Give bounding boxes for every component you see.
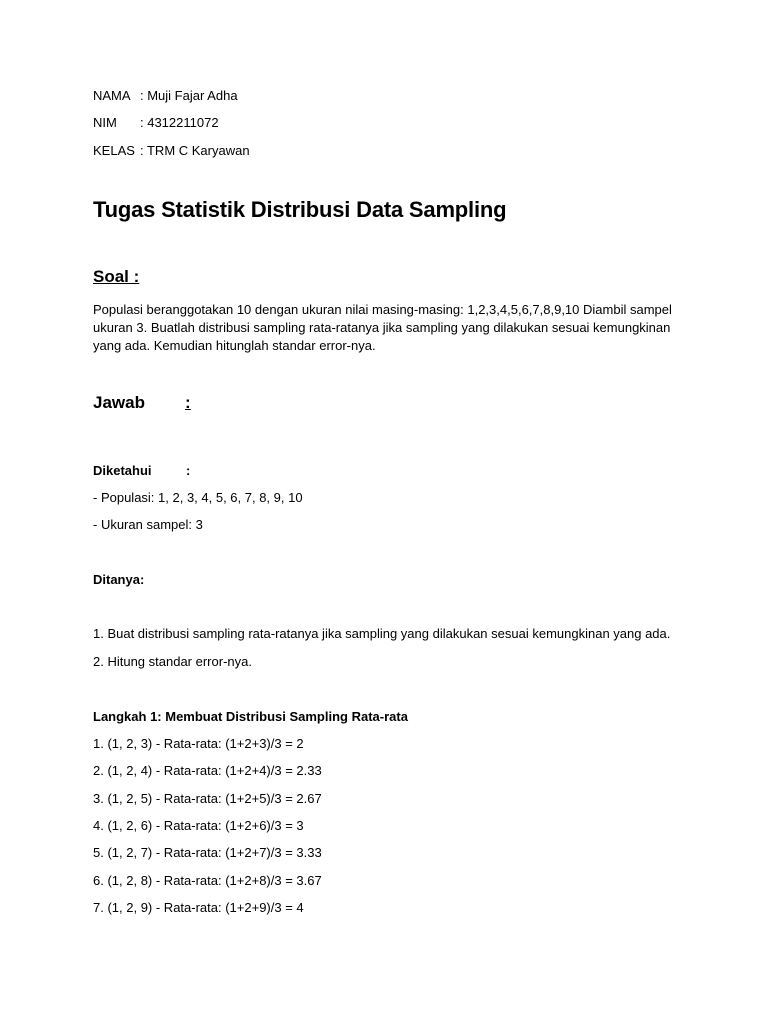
nama-label: NAMA bbox=[93, 88, 131, 103]
ditanya-heading: Ditanya: bbox=[93, 572, 145, 587]
diketahui-item: - Populasi: 1, 2, 3, 4, 5, 6, 7, 8, 9, 10 bbox=[93, 490, 303, 505]
langkah1-item: 7. (1, 2, 9) - Rata-rata: (1+2+9)/3 = 4 bbox=[93, 900, 304, 915]
jawab-heading bbox=[93, 393, 191, 413]
nim-label: NIM bbox=[93, 115, 117, 130]
nim-value: : 4312211072 bbox=[140, 115, 219, 130]
jawab-colon: : bbox=[185, 393, 191, 412]
diketahui-colon: : bbox=[186, 463, 191, 478]
langkah1-item: 1. (1, 2, 3) - Rata-rata: (1+2+3)/3 = 2 bbox=[93, 736, 304, 751]
langkah1-item: 6. (1, 2, 8) - Rata-rata: (1+2+8)/3 = 3.67 bbox=[93, 873, 322, 888]
langkah1-item: 2. (1, 2, 4) - Rata-rata: (1+2+4)/3 = 2.33 bbox=[93, 763, 322, 778]
ditanya-item: 2. Hitung standar error-nya. bbox=[93, 654, 252, 669]
kelas-value: : TRM C Karyawan bbox=[140, 143, 250, 158]
ditanya-item: 1. Buat distribusi sampling rata-ratanya jika sampling yang dilakukan sesuai kemungkinan yang ada. bbox=[93, 626, 671, 641]
jawab-label: Jawab bbox=[93, 393, 145, 412]
soal-heading: Soal : bbox=[93, 267, 140, 286]
document-title: Tugas Statistik Distribusi Data Sampling bbox=[93, 197, 507, 222]
kelas-line bbox=[93, 142, 250, 160]
nama-value: : Muji Fajar Adha bbox=[140, 88, 238, 103]
langkah1-item: 5. (1, 2, 7) - Rata-rata: (1+2+7)/3 = 3.33 bbox=[93, 845, 322, 860]
soal-text: Populasi beranggotakan 10 dengan ukuran nilai masing-masing: 1,2,3,4,5,6,7,8,9,10 Diambil sampel ukuran 3. Buatlah distribusi sampling rata-ratanya jika sampling yang dilakukan sesuai kemungkinan yang ada. Kemudian hitunglah standar error-nya. bbox=[93, 302, 672, 353]
diketahui-heading bbox=[93, 462, 190, 480]
diketahui-item: - Ukuran sampel: 3 bbox=[93, 517, 203, 532]
langkah1-item: 3. (1, 2, 5) - Rata-rata: (1+2+5)/3 = 2.67 bbox=[93, 791, 322, 806]
langkah1-item: 4. (1, 2, 6) - Rata-rata: (1+2+6)/3 = 3 bbox=[93, 818, 304, 833]
nama-line bbox=[93, 87, 238, 105]
langkah1-heading: Langkah 1: Membuat Distribusi Sampling Rata-rata bbox=[93, 709, 408, 724]
diketahui-label: Diketahui bbox=[93, 463, 152, 478]
kelas-label: KELAS bbox=[93, 143, 135, 158]
nim-line bbox=[93, 114, 219, 132]
